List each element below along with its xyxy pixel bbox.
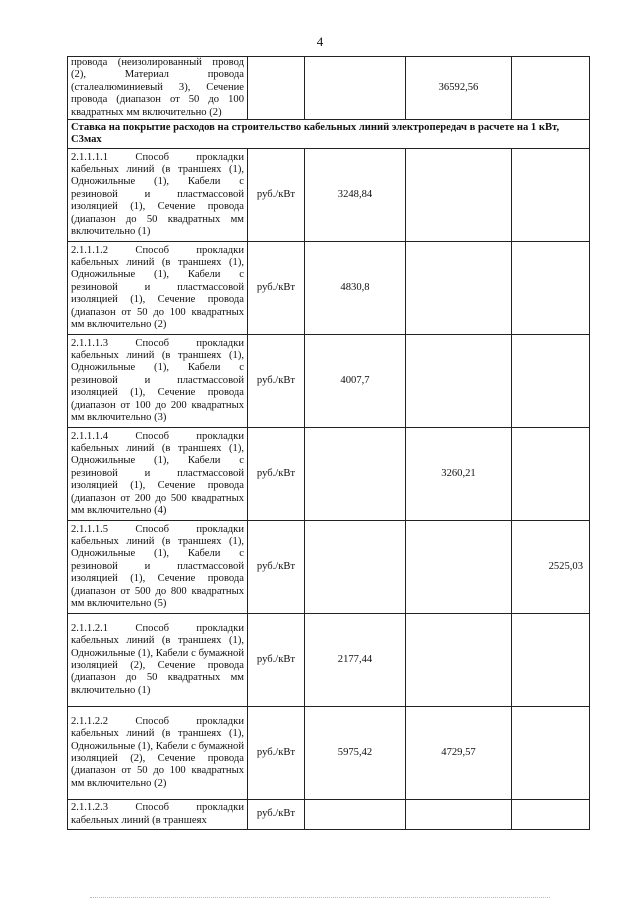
row-value-col3: 4830,8 <box>305 242 406 335</box>
table-row <box>68 614 590 707</box>
table-row <box>68 428 590 521</box>
row-description: 2.1.1.1.5 Способ прокладки кабельных линий (в траншеях (1), Одножильные (1), Кабели с резиновой и пластмассовой изоляцией (1), Сечение провода (диапазон от 500 до 800 квадратных мм включительно (5) <box>68 521 248 614</box>
table-row <box>68 242 590 335</box>
row-value-col3: 5975,42 <box>305 707 406 800</box>
table-row <box>68 707 590 800</box>
row-value-col5 <box>512 242 590 335</box>
table-row-continued <box>68 57 590 120</box>
row-value-col3: 2177,44 <box>305 614 406 707</box>
table-row <box>68 521 590 614</box>
row-value-col3: 4007,7 <box>305 335 406 428</box>
row-description: 2.1.1.1.2 Способ прокладки кабельных линий (в траншеях (1), Одножильные (1), Кабели с резиновой и пластмассовой изоляцией (1), Сечение провода (диапазон от 50 до 100 квадратных мм включительно (2) <box>68 242 248 335</box>
section-header: Ставка на покрытие расходов на строительство кабельных линий электропередач в расчете на 1 кВт, С3мах <box>68 120 590 149</box>
row-unit: руб./кВт <box>248 242 305 335</box>
row-value-col4 <box>406 614 512 707</box>
table-row <box>68 335 590 428</box>
row-value-col5 <box>512 428 590 521</box>
row-unit: руб./кВт <box>248 614 305 707</box>
row-unit <box>248 57 305 120</box>
row-value-col4: 3260,21 <box>406 428 512 521</box>
row-value-col3 <box>305 800 406 830</box>
row-value-col4 <box>406 242 512 335</box>
section-header-row <box>68 120 590 149</box>
row-unit: руб./кВт <box>248 149 305 242</box>
row-value-col4: 4729,57 <box>406 707 512 800</box>
row-unit: руб./кВт <box>248 428 305 521</box>
row-value-col4 <box>406 521 512 614</box>
row-value-col5: 2525,03 <box>512 521 590 614</box>
page-number: 4 <box>316 34 324 49</box>
row-unit: руб./кВт <box>248 707 305 800</box>
scan-artifact-divider <box>90 897 550 900</box>
row-unit: руб./кВт <box>248 521 305 614</box>
row-value-col3 <box>305 57 406 120</box>
row-value-col3 <box>305 428 406 521</box>
row-value-col5 <box>512 800 590 830</box>
row-description: 2.1.1.1.1 Способ прокладки кабельных линий (в траншеях (1), Одножильные (1), Кабели с резиновой и пластмассовой изоляцией (1), Сечение провода (диапазон до 50 квадратных мм включительно (1) <box>68 149 248 242</box>
row-value-col3 <box>305 521 406 614</box>
row-description: 2.1.1.1.3 Способ прокладки кабельных линий (в траншеях (1), Одножильные (1), Кабели с резиновой и пластмассовой изоляцией (1), Сечение провода (диапазон от 100 до 200 квадратных мм включительно (3) <box>68 335 248 428</box>
row-value-col5 <box>512 707 590 800</box>
row-value-col5 <box>512 614 590 707</box>
row-description: 2.1.1.1.4 Способ прокладки кабельных линий (в траншеях (1), Одножильные (1), Кабели с резиновой и пластмассовой изоляцией (1), Сечение провода (диапазон от 200 до 500 квадратных мм включительно (4) <box>68 428 248 521</box>
row-value-col4: 36592,56 <box>406 57 512 120</box>
row-description: 2.1.1.2.3 Способ прокладки кабельных линий (в траншеях <box>68 800 248 830</box>
row-value-col4 <box>406 335 512 428</box>
row-unit: руб./кВт <box>248 335 305 428</box>
tariff-table <box>67 56 590 830</box>
row-value-col5 <box>512 57 590 120</box>
row-value-col4 <box>406 149 512 242</box>
row-description: провода (неизолированный провод (2), Материал провода (сталеалюминиевый 3), Сечение провода (диапазон от 50 до 100 квадратных мм включительно (2) <box>68 57 248 120</box>
row-description: 2.1.1.2.1 Способ прокладки кабельных линий (в траншеях (1), Одножильные (1), Кабели с бумажной изоляцией (2), Сечение провода (диапазон до 50 квадратных мм включительно (1) <box>68 614 248 707</box>
row-value-col5 <box>512 335 590 428</box>
row-value-col3: 3248,84 <box>305 149 406 242</box>
table-row <box>68 149 590 242</box>
row-description: 2.1.1.2.2 Способ прокладки кабельных линий (в траншеях (1), Одножильные (1), Кабели с бумажной изоляцией (2), Сечение провода (диапазон от 50 до 100 квадратных мм включительно (2) <box>68 707 248 800</box>
table-row <box>68 800 590 830</box>
row-value-col4 <box>406 800 512 830</box>
row-unit: руб./кВт <box>248 800 305 830</box>
row-value-col5 <box>512 149 590 242</box>
